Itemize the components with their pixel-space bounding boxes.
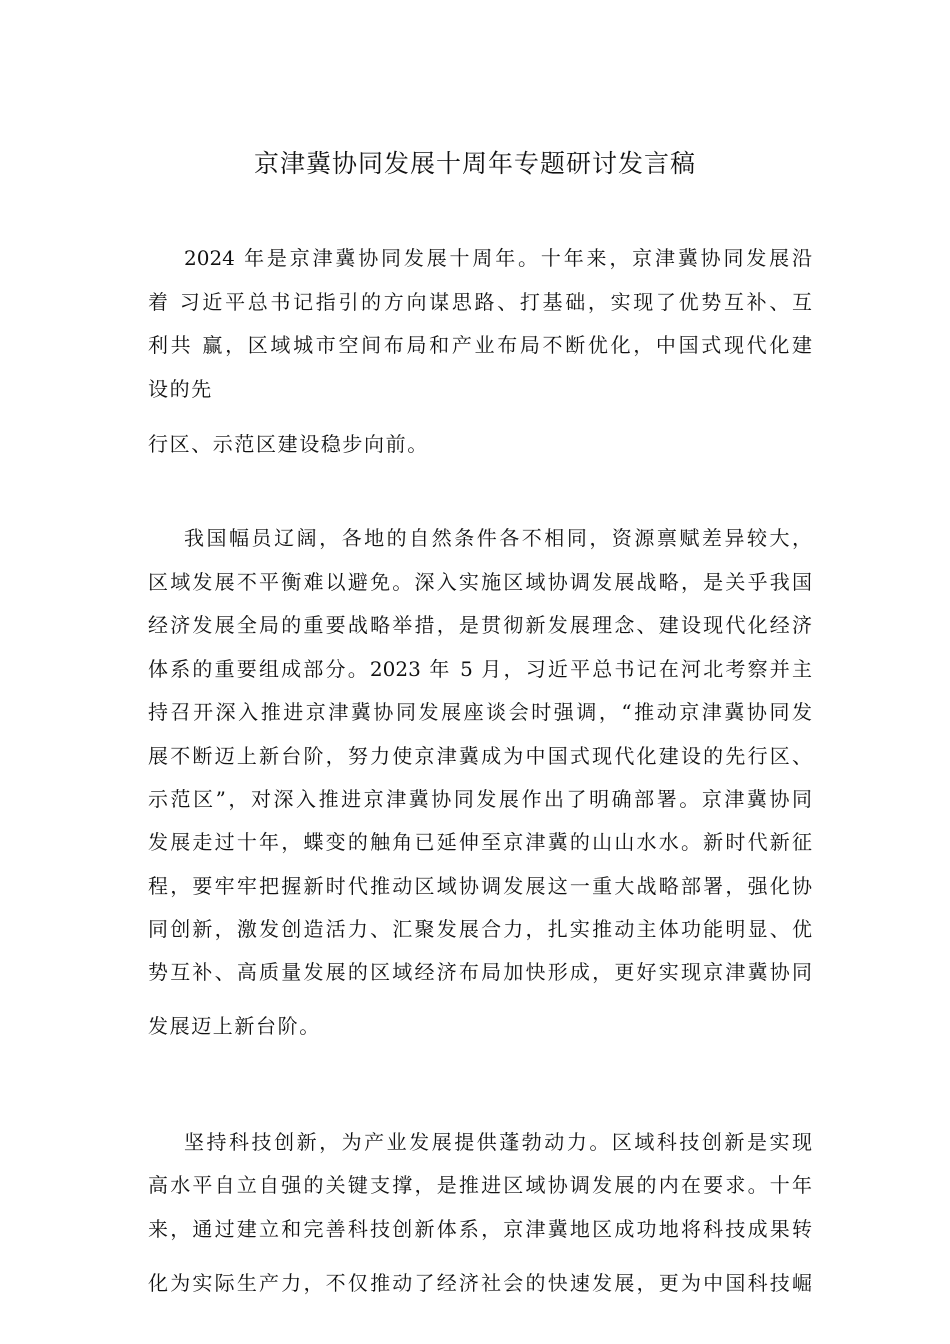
paragraph-3-line-2: 高水平自立自强的关键支撑，是推进区域协调发展的内在要求。十年 [148,1173,812,1197]
paragraph-2-line-3: 经济发展全局的重要战略举措，是贯彻新发展理念、建设现代化经济 [148,613,812,637]
paragraph-3-line-4: 化为实际生产力，不仅推动了经济社会的快速发展，更为中国科技崛 [148,1271,812,1295]
paragraph-2-line-2: 区域发展不平衡难以避免。深入实施区域协调发展战略，是关乎我国 [148,570,812,594]
paragraph-3-line-3: 来，通过建立和完善科技创新体系，京津冀地区成功地将科技成果转 [148,1217,812,1241]
paragraph-1-line-2: 着 习近平总书记指引的方向谋思路、打基础，实现了优势互补、互 [148,290,812,314]
paragraph-1-line-3: 利共 赢，区域城市空间布局和产业布局不断优化，中国式现代化建 [148,333,812,357]
paragraph-2-line-5: 持召开深入推进京津冀协同发展座谈会时强调，“推动京津冀协同发 [148,700,812,724]
paragraph-2-line-9: 程，要牢牢把握新时代推动区域协调发展这一重大战略部署，强化协 [148,874,812,898]
paragraph-2-line-10: 同创新，激发创造活力、汇聚发展合力，扎实推动主体功能明显、优 [148,917,812,941]
paragraph-1-line-1: 2024 年是京津冀协同发展十周年。十年来，京津冀协同发展沿 [184,246,812,270]
paragraph-2-line-8: 发展走过十年，蝶变的触角已延伸至京津冀的山山水水。新时代新征 [148,830,812,854]
paragraph-2-line-4: 体系的重要组成部分。2023 年 5 月，习近平总书记在河北考察并主 [148,657,812,681]
paragraph-2-line-6: 展不断迈上新台阶，努力使京津冀成为中国式现代化建设的先行区、 [148,744,812,768]
paragraph-2-line-11: 势互补、高质量发展的区域经济布局加快形成，更好实现京津冀协同 [148,960,812,984]
paragraph-1-line-4: 设的先 [148,377,213,401]
document-title: 京津冀协同发展十周年专题研讨发言稿 [253,149,696,178]
paragraph-2-line-1: 我国幅员辽阔，各地的自然条件各不相同，资源禀赋差异较大， [184,526,812,550]
paragraph-3-line-1: 坚持科技创新，为产业发展提供蓬勃动力。区域科技创新是实现 [184,1130,812,1154]
paragraph-2-line-7: 示范区”，对深入推进京津冀协同发展作出了明确部署。京津冀协同 [148,787,812,811]
paragraph-1-line-5: 行区、示范区建设稳步向前。 [148,432,429,456]
paragraph-2-line-12: 发展迈上新台阶。 [148,1014,321,1038]
